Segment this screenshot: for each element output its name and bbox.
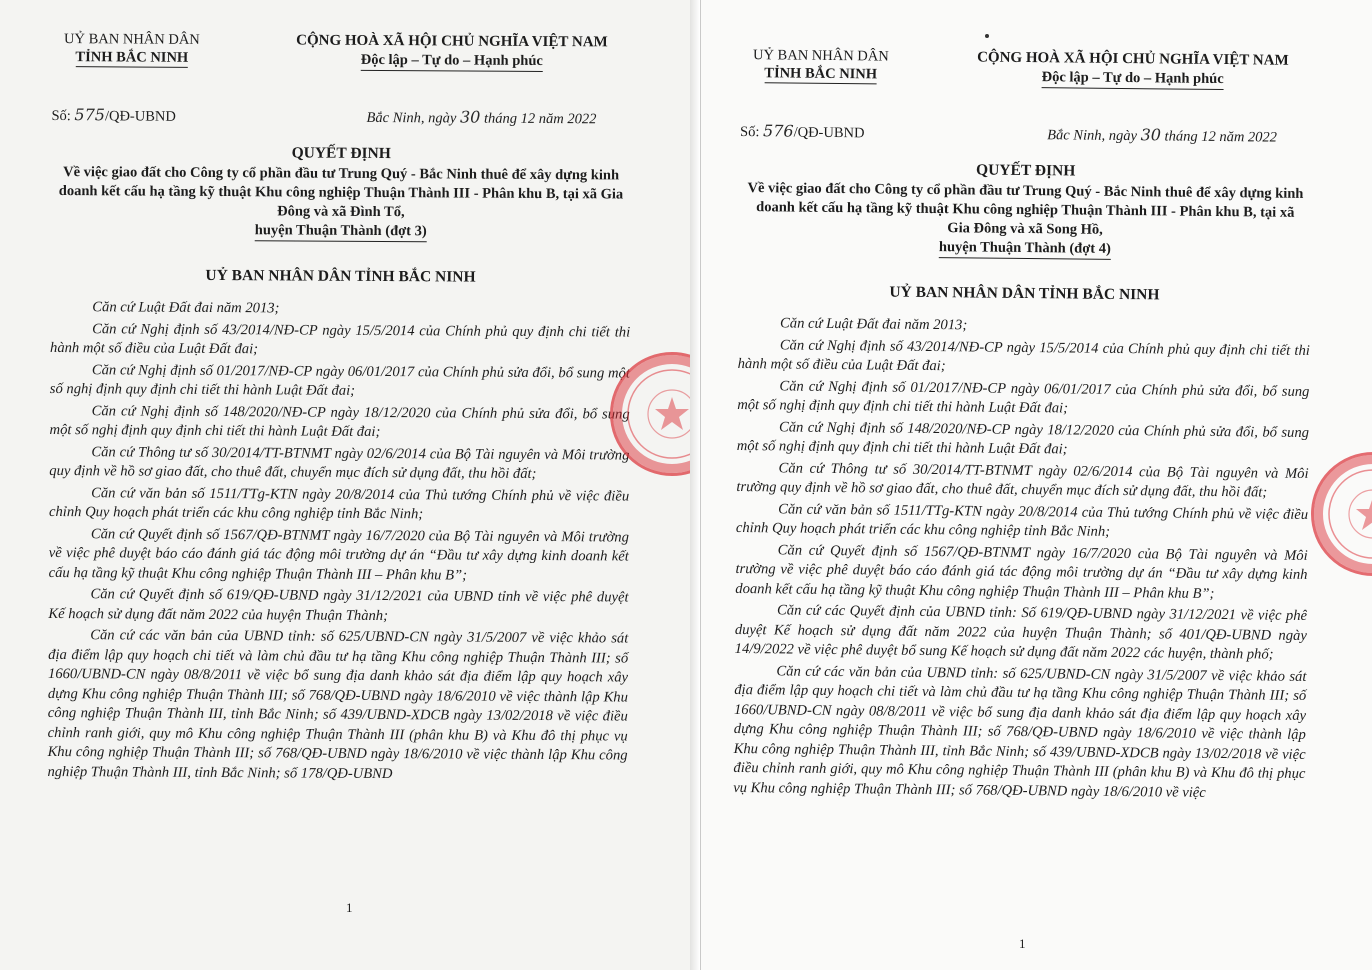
document-number — [740, 121, 865, 142]
date-prefix: Bắc Ninh, ngày — [1047, 127, 1138, 145]
basis-paragraph: Căn cứ văn bản số 1511/TTg-KTN ngày 20/8/2014 của Thủ tướng Chính phủ về việc điều chỉnh Quy hoạch phát triển các khu công nghiệp tỉnh Bắc Ninh; — [735, 500, 1309, 540]
document-header — [52, 30, 632, 73]
basis-paragraph: Căn cứ Thông tư số 30/2014/TT-BTNMT ngày 02/6/2014 của Bộ Tài nguyên và Môi trường quy định về hồ sơ giao đất, cho thuê đất, chuyển mục đích sử dụng đất, thu hồi đất; — [49, 443, 630, 482]
national-heading — [272, 31, 632, 72]
issuing-agency — [741, 46, 901, 87]
document-subject — [743, 179, 1308, 262]
basis-paragraph: Căn cứ Nghị định số 01/2017/NĐ-CP ngày 06/01/2017 của Chính phủ sửa đổi, bổ sung một số nghị định quy định chi tiết thi hành Luật Đất đai; — [737, 377, 1310, 417]
document-meta — [740, 121, 1312, 147]
nation-name: CỘNG HOÀ XÃ HỘI CHỦ NGHĨA VIỆT NAM — [977, 49, 1289, 69]
basis-paragraph: Căn cứ Nghị định số 148/2020/NĐ-CP ngày 18/12/2020 của Chính phủ sửa đổi, bổ sung một số nghị định quy định chi tiết thi hành Luật Đất đai; — [736, 418, 1310, 458]
page-content — [733, 46, 1313, 806]
handwritten-day: 30 — [1140, 125, 1162, 145]
dateline — [331, 107, 631, 129]
subject-text: Về việc giao đất cho Công ty cổ phần đầu tư Trung Quý - Bắc Ninh thuê để xây dựng kinh doanh kết cấu hạ tầng kỹ thuật Khu công nghiệp Thuận Thành III - Phân khu B, tại xã Gia Đông và xã Song Hồ, — [747, 180, 1304, 238]
dateline — [1012, 124, 1312, 147]
basis-paragraph: Căn cứ Luật Đất đai năm 2013; — [780, 315, 968, 334]
page-content — [47, 30, 632, 788]
basis-paragraph: Căn cứ Quyết định số 1567/QĐ-BTNMT ngày 16/7/2020 của Bộ Tài nguyên và Môi trường về việc phê duyệt báo cáo đánh giá tác động môi trường dự án “Đầu tư xây dựng kinh doanh kết cấu hạ tầng kỹ thuật Khu công nghiệp Thuận Thành III – Phân khu B”; — [48, 525, 629, 584]
legal-basis — [47, 298, 630, 786]
page-number: 1 — [346, 900, 353, 915]
basis-paragraph: Căn cứ Thông tư số 30/2014/TT-BTNMT ngày 02/6/2014 của Bộ Tài nguyên và Môi trường quy định về hồ sơ giao đất, cho thuê đất, chuyển mục đích sử dụng đất, thu hồi đất; — [736, 459, 1309, 501]
basis-paragraph: Căn cứ Quyết định số 619/QĐ-UBND ngày 31/12/2021 của UBND tỉnh về việc phê duyệt Kế hoạch sử dụng đất năm 2022 của huyện Thuận Thành; — [48, 586, 629, 624]
handwritten-day: 30 — [459, 107, 481, 127]
date-month-year: tháng 12 năm 2022 — [483, 110, 597, 128]
date-month-year: tháng 12 năm 2022 — [1164, 128, 1278, 146]
national-motto: Độc lập – Tự do – Hạnh phúc — [361, 51, 543, 72]
page-gutter — [690, 0, 700, 970]
subject-last-line: huyện Thuận Thành (đợt 4) — [939, 238, 1111, 260]
document-title: QUYẾT ĐỊNH — [291, 144, 391, 163]
national-heading — [953, 48, 1313, 91]
basis-paragraph: Căn cứ Nghị định số 148/2020/NĐ-CP ngày 18/12/2020 của Chính phủ sửa đổi, bổ sung một số nghị định quy định chi tiết thi hành Luật Đất đai; — [49, 402, 630, 441]
basis-paragraph: Căn cứ Quyết định số 1567/QĐ-BTNMT ngày 16/7/2020 của Bộ Tài nguyên và Môi trường về việc phê duyệt báo cáo đánh giá tác động môi trường dự án “Đầu tư xây dựng kinh doanh kết cấu hạ tầng kỹ thuật Khu công nghiệp Thuận Thành III – Phân khu B”; — [735, 541, 1308, 602]
agency-line-1: UỶ BAN NHÂN DÂN — [64, 31, 200, 48]
document-meta — [51, 105, 631, 129]
basis-paragraph: Căn cứ Nghị định số 43/2014/NĐ-CP ngày 15/5/2014 của Chính phủ quy định chi tiết thi hành một số điều của Luật Đất đai; — [50, 320, 631, 358]
handwritten-number: 576 — [762, 121, 794, 141]
document-subject — [55, 163, 627, 243]
basis-paragraph: Căn cứ các Quyết định của UBND tỉnh: Số 619/QĐ-UBND ngày 31/12/2021 về việc phê duyệt Kế hoạch sử dụng đất năm 2022 của huyện Thuận Thành; số 401/QĐ-UBND ngày 14/9/2022 về việc phê duyệt bổ sung Kế hoạch sử dụng đất năm 2022 các huyện, thành phố; — [734, 602, 1308, 663]
number-suffix: /QĐ-UBND — [104, 108, 176, 125]
number-prefix: Số: — [51, 107, 71, 125]
council-heading: UỶ BAN NHÂN DÂN TỈNH BẮC NINH — [889, 283, 1160, 304]
page-number: 1 — [1019, 936, 1026, 951]
agency-line-1: UỶ BAN NHÂN DÂN — [752, 47, 889, 65]
document-header — [741, 46, 1313, 91]
basis-paragraph: Căn cứ các văn bản của UBND tỉnh: số 625/UBND-CN ngày 31/5/2007 về việc khảo sát địa điểm lập quy hoạch chi tiết và làm chủ đầu tư hạ tầng Khu công nghiệp Thuận Thành III; số 1660/UBND-CN ngày 08/8/2011 về việc bổ sung địa danh khảo sát địa điểm lập quy hoạch xây dựng Khu công nghiệp Thuận Thành III; số 768/QĐ-UBND ngày 18/6/2010 về việc thành lập Khu công nghiệp Thuận Thành III, tỉnh Bắc Ninh; số 439/UBND-XDCB ngày 13/02/2018 về việc điều chỉnh ranh giới, quy mô Khu công nghiệp Thuận Thành III (phân khu B) và Khu đô thị phục vụ Khu công nghiệp Thuận Thành III; số 768/QĐ-UBND ngày 18/6/2010 về việc thành lập Khu công nghiệp Thuận Thành III, tỉnh Bắc Ninh; số 178/QĐ-UBND — [47, 627, 629, 782]
scan-dot — [985, 34, 989, 38]
red-seal-icon — [1311, 452, 1372, 576]
nation-name: CỘNG HOÀ XÃ HỘI CHỦ NGHĨA VIỆT NAM — [296, 32, 608, 51]
handwritten-number: 575 — [74, 105, 106, 125]
red-seal-icon — [610, 352, 690, 476]
document-page-right — [700, 0, 1372, 970]
subject-text: Về việc giao đất cho Công ty cổ phần đầu tư Trung Quý - Bắc Ninh thuê để xây dựng kinh doanh kết cấu hạ tầng kỹ thuật Khu công nghiệp Thuận Thành III - Phân khu B, tại xã Gia Đông và xã Đình Tổ, — [58, 164, 624, 221]
basis-paragraph: Căn cứ văn bản số 1511/TTg-KTN ngày 20/8/2014 của Thủ tướng Chính phủ về việc điều chỉnh Quy hoạch phát triển các khu công nghiệp tỉnh Bắc Ninh; — [49, 484, 630, 523]
basis-paragraph: Căn cứ các văn bản của UBND tỉnh: số 625/UBND-CN ngày 31/5/2007 về việc khảo sát địa điểm lập quy hoạch chi tiết và làm chủ đầu tư hạ tầng Khu công nghiệp Thuận Thành III; số 1660/UBND-CN ngày 08/8/2011 về việc bổ sung địa danh khảo sát địa điểm lập quy hoạch xây dựng Khu công nghiệp Thuận Thành III; số 768/QĐ-UBND ngày 18/6/2010 về việc thành lập Khu công nghiệp Thuận Thành III, tỉnh Bắc Ninh; số 439/UBND-XDCB ngày 13/02/2018 về việc điều chỉnh ranh giới, quy mô Khu công nghiệp Thuận Thành III (phân khu B) và Khu đô thị phục vụ Khu công nghiệp Thuận Thành III; số 768/QĐ-UBND ngày 18/6/2010 về việc — [733, 662, 1307, 801]
issuing-agency — [52, 30, 212, 70]
council-heading: UỶ BAN NHÂN DÂN TỈNH BẮC NINH — [205, 266, 476, 286]
subject-last-line: huyện Thuận Thành (đợt 3) — [255, 221, 427, 242]
basis-paragraph: Căn cứ Nghị định số 01/2017/NĐ-CP ngày 06/01/2017 của Chính phủ sửa đổi, bổ sung một số nghị định quy định chi tiết thi hành Luật Đất đai; — [49, 361, 630, 399]
agency-line-2: TỈNH BẮC NINH — [75, 49, 189, 66]
basis-paragraph: Căn cứ Luật Đất đai năm 2013; — [92, 299, 280, 317]
number-prefix: Số: — [740, 123, 760, 141]
document-number — [51, 105, 176, 126]
document-title: QUYẾT ĐỊNH — [976, 161, 1076, 180]
agency-line-2: TỈNH BẮC NINH — [764, 65, 878, 83]
date-prefix: Bắc Ninh, ngày — [366, 109, 457, 127]
legal-basis — [733, 314, 1310, 804]
number-suffix: /QĐ-UBND — [793, 124, 865, 142]
basis-paragraph: Căn cứ Nghị định số 43/2014/NĐ-CP ngày 15/5/2014 của Chính phủ quy định chi tiết thi hành một số điều của Luật Đất đai; — [737, 336, 1310, 375]
national-motto: Độc lập – Tự do – Hạnh phúc — [1042, 68, 1224, 90]
